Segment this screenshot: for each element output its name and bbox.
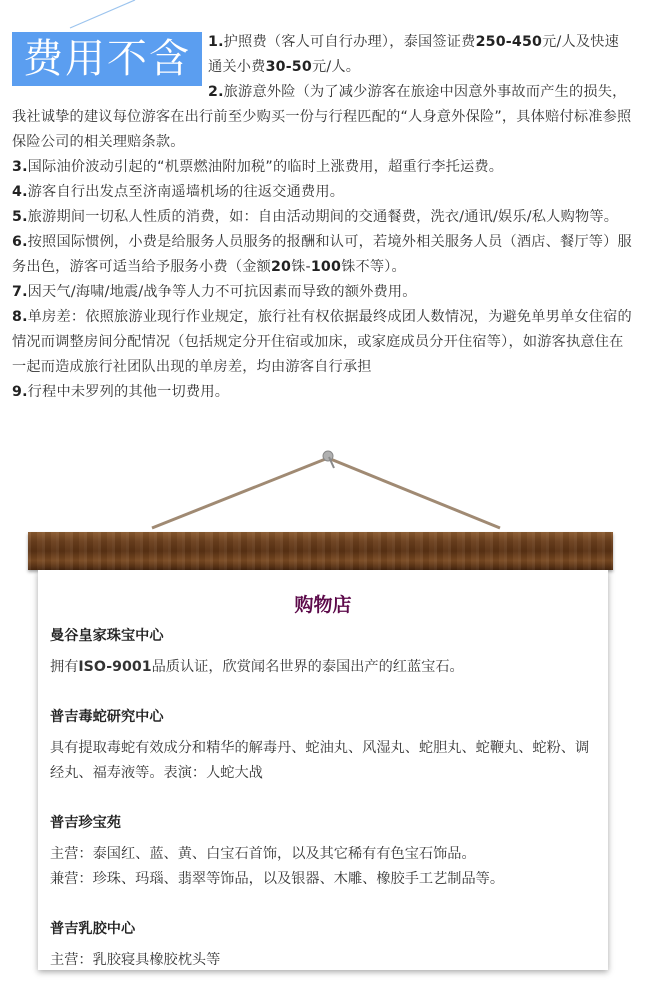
text-segment: 旅游意外险（为了减少游客在旅途中因意外事故而产生的损失，我社诚挚的建议每位游客在出行前至少购买一份与行程匹配的“人身意外保险”，具体赔付标准参照保险公司的相关理赔条款。	[12, 84, 632, 150]
exclusion-item	[12, 230, 632, 280]
text-segment: 兼营：珍珠、玛瑙、翡翠等饰品，以及银器、木雕、橡胶手工艺制品等。	[50, 871, 505, 887]
item-number: 9.	[12, 384, 28, 400]
text-segment: 主营：泰国红、蓝、黄、白宝石首饰，以及其它稀有有色宝石饰品。	[50, 846, 476, 862]
bold-value: 30-50	[265, 59, 312, 75]
text-segment: 因天气/海啸/地震/战争等人力不可抗因素而导致的额外费用。	[27, 284, 417, 300]
bold-value: 100	[310, 259, 342, 275]
shop-name: 普吉毒蛇研究中心	[50, 709, 164, 725]
bold-value: 250-450	[475, 34, 543, 50]
item-number: 3.	[12, 159, 28, 175]
item-number: 5.	[12, 209, 28, 225]
text-segment: 旅游期间一切私人性质的消费，如：自由活动期间的交通餐费，洗衣/通讯/娱乐/私人购物等。	[27, 209, 619, 225]
text-segment: 国际油价波动引起的“机票燃油附加税”的临时上涨费用，超重行李托运费。	[27, 159, 504, 175]
exclusion-item	[12, 180, 632, 205]
text-segment: 游客自行出发点至济南遥墙机场的往返交通费用。	[27, 184, 345, 200]
exclusions-list	[12, 30, 632, 405]
wooden-rod	[28, 532, 613, 570]
item-number: 6.	[12, 234, 28, 250]
item-number: 8.	[12, 309, 28, 325]
text-segment: 单房差：依照旅游业现行作业规定，旅行社有权依据最终成团人数情况，为避免单男单女住宿的情况而调整房间分配情况（包括规定分开住宿或加床，或家庭成员分开住宿等），如游客执意住在一起而造成旅行社团队出现的单房差，均由游客自行承担	[12, 309, 632, 375]
shopping-title: 购物店	[294, 594, 352, 616]
exclusions-badge: 费用不含	[12, 32, 202, 86]
shop-description	[50, 655, 600, 680]
text-segment: 铢-	[291, 259, 311, 275]
bold-value: ISO-9001	[78, 659, 152, 675]
exclusion-item	[12, 80, 632, 155]
exclusion-item	[12, 205, 632, 230]
text-segment: 拥有	[50, 659, 79, 675]
text-segment: 按照国际惯例，小费是给服务人员服务的报酬和认可，若境外相关服务人员（酒店、餐厅等）服务出色，游客可适当给予服务小费（金额	[12, 234, 632, 275]
shop-description	[50, 736, 600, 786]
shop-entry	[50, 705, 600, 786]
shop-entry	[50, 811, 600, 892]
exclusion-item	[12, 380, 632, 405]
item-number: 7.	[12, 284, 28, 300]
shop-entry	[50, 624, 600, 680]
text-segment: 行程中未罗列的其他一切费用。	[27, 384, 230, 400]
bold-value: 20	[270, 259, 292, 275]
shop-description	[50, 867, 600, 892]
exclusions-section	[12, 30, 632, 405]
text-segment: 元/人。	[311, 59, 361, 75]
shop-name: 普吉乳胶中心	[50, 921, 136, 937]
exclusion-item	[12, 305, 632, 380]
shop-list	[50, 624, 600, 998]
exclusion-item	[12, 280, 632, 305]
text-segment: 元/人及快速通关小费	[208, 34, 620, 75]
text-segment: 具有提取毒蛇有效成分和精华的解毒丹、蛇油丸、风湿丸、蛇胆丸、蛇鞭丸、蛇粉、调经丸、福寿液等。表演：人蛇大战	[50, 740, 590, 781]
shop-name: 曼谷皇家珠宝中心	[50, 628, 164, 644]
shopping-scroll	[38, 570, 608, 970]
shop-name: 普吉珍宝苑	[50, 815, 121, 831]
text-segment: 铢不等）。	[341, 259, 406, 275]
text-segment: 主营：乳胶寝具橡胶枕头等	[50, 952, 221, 968]
shop-description	[50, 948, 600, 973]
item-number: 4.	[12, 184, 28, 200]
text-segment: 品质认证，欣赏闻名世界的泰国出产的红蓝宝石。	[151, 659, 464, 675]
shop-entry	[50, 917, 600, 973]
item-number: 2.	[208, 84, 224, 100]
exclusion-item	[12, 155, 632, 180]
shop-description	[50, 842, 600, 867]
text-segment: 护照费（客人可自行办理），泰国签证费	[223, 34, 476, 50]
item-number: 1.	[208, 34, 224, 50]
